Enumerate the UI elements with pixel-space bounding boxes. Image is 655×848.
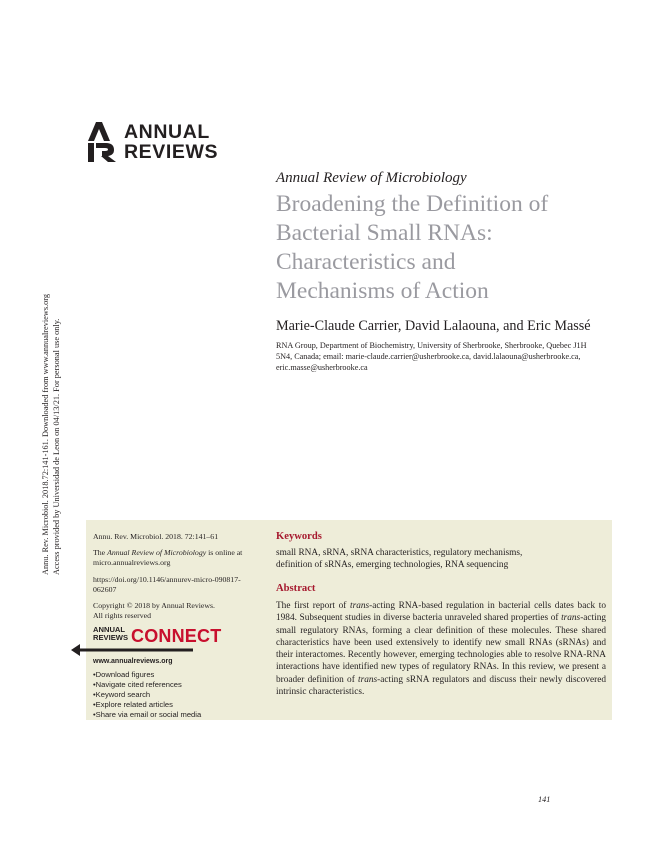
title-line: Characteristics and xyxy=(276,249,456,275)
journal-name: Annual Review of Microbiology xyxy=(276,170,467,186)
title-line: Bacterial Small RNAs: xyxy=(276,220,493,246)
abstract-part: -acting RNA-based regulation in bacterial cells dates back to 1984. Subsequent studies in diverse bacteria unraveled shared properties of xyxy=(276,601,607,624)
copyright-line: Copyright © 2018 by Annual Reviews. xyxy=(93,601,216,611)
connect-wordmark: CONNECT xyxy=(131,626,222,646)
abstract-italic: trans xyxy=(358,674,378,685)
logo-word-reviews: REVIEWS xyxy=(124,141,219,163)
annual-reviews-logo xyxy=(88,122,238,162)
citation-line: Annu. Rev. Microbiol. 2018. 72:141–61 xyxy=(93,532,219,541)
abstract-heading: Abstract xyxy=(276,583,316,594)
logo-word-annual: ANNUAL xyxy=(124,121,210,143)
connect-small-reviews: REVIEWS xyxy=(93,633,129,642)
online-suffix: is online at xyxy=(206,548,243,558)
annual-reviews-mark-icon xyxy=(88,122,118,162)
connect-url-link[interactable]: www.annualreviews.org xyxy=(93,658,173,665)
download-line: Annu. Rev. Microbiol. 2018.72:141-161. Downloaded from www.annualreviews.org xyxy=(41,293,50,575)
rights-line: All rights reserved xyxy=(93,611,152,621)
online-journal: Annual Review of Microbiology xyxy=(107,548,207,558)
connect-item-related-articles[interactable]: • Explore related articles xyxy=(93,700,201,710)
connect-item-download-figures[interactable]: • Download figures xyxy=(93,670,201,680)
journal-url-link[interactable]: micro.annualreviews.org xyxy=(93,558,171,568)
affiliation-line: eric.masse@usherbrooke.ca xyxy=(276,363,368,372)
abstract-part: -acting sRNA regulators and discuss their newly discovered intrinsic characteristics. xyxy=(276,674,606,698)
access-line: Access provided by Universidad de Leon on 04/13/21. For personal use only. xyxy=(52,318,61,575)
copyright-note xyxy=(93,601,263,621)
keywords-line: small RNA, sRNA, sRNA characteristics, regulatory mechanisms, xyxy=(276,548,523,558)
abstract-part: The first report of xyxy=(276,601,351,611)
doi-line: 062607 xyxy=(93,584,117,594)
abstract-italic: trans xyxy=(561,613,581,624)
connect-item-keyword-search[interactable]: • Keyword search xyxy=(93,690,201,700)
title-line: Broadening the Definition of xyxy=(276,191,549,217)
arrow-left-icon xyxy=(71,644,193,656)
affiliation-line: 5N4, Canada; email: marie-claude.carrier@usherbrooke.ca, david.lalaouna@usherbrooke.ca, xyxy=(276,352,581,361)
page-number: 141 xyxy=(538,795,551,804)
keywords-heading: Keywords xyxy=(276,531,322,542)
connect-item-cited-references[interactable]: • Navigate cited references xyxy=(93,680,201,690)
download-access-note xyxy=(40,255,72,575)
title-line: Mechanisms of Action xyxy=(276,278,489,304)
doi-link[interactable] xyxy=(93,575,263,595)
abstract-text xyxy=(276,600,606,698)
affiliation-line: RNA Group, Department of Biochemistry, University of Sherbrooke, Sherbrooke, Quebec J1H xyxy=(276,341,587,350)
abstract-italic: trans xyxy=(350,601,370,611)
keywords-line: definition of sRNAs, emerging technologies, RNA sequencing xyxy=(276,560,509,571)
connect-item-share[interactable]: • Share via email or social media xyxy=(93,710,201,720)
online-prefix: The xyxy=(93,548,108,558)
author-list: Marie-Claude Carrier, David Lalaouna, and Eric Massé xyxy=(276,318,591,334)
online-note xyxy=(93,548,263,568)
connect-small-annual: ANNUAL xyxy=(93,625,126,634)
affiliation xyxy=(276,340,606,373)
doi-line: https://doi.org/10.1146/annurev-micro-090817- xyxy=(93,574,241,584)
article-title xyxy=(276,190,606,306)
abstract-part: -acting small regulatory RNAs, forming a clear definition of these molecules. These shared characteristics have been used extensively to identify new small RNAs (sRNAs) and their interactomes. Recently however, emerging technologies able to resolve RNA-RNA interactions have identified new types of regulatory RNAs. In this review, we present a broader definition of xyxy=(276,613,606,685)
connect-features-list xyxy=(93,670,201,720)
citation-column xyxy=(93,532,263,627)
keywords-list xyxy=(276,547,606,572)
